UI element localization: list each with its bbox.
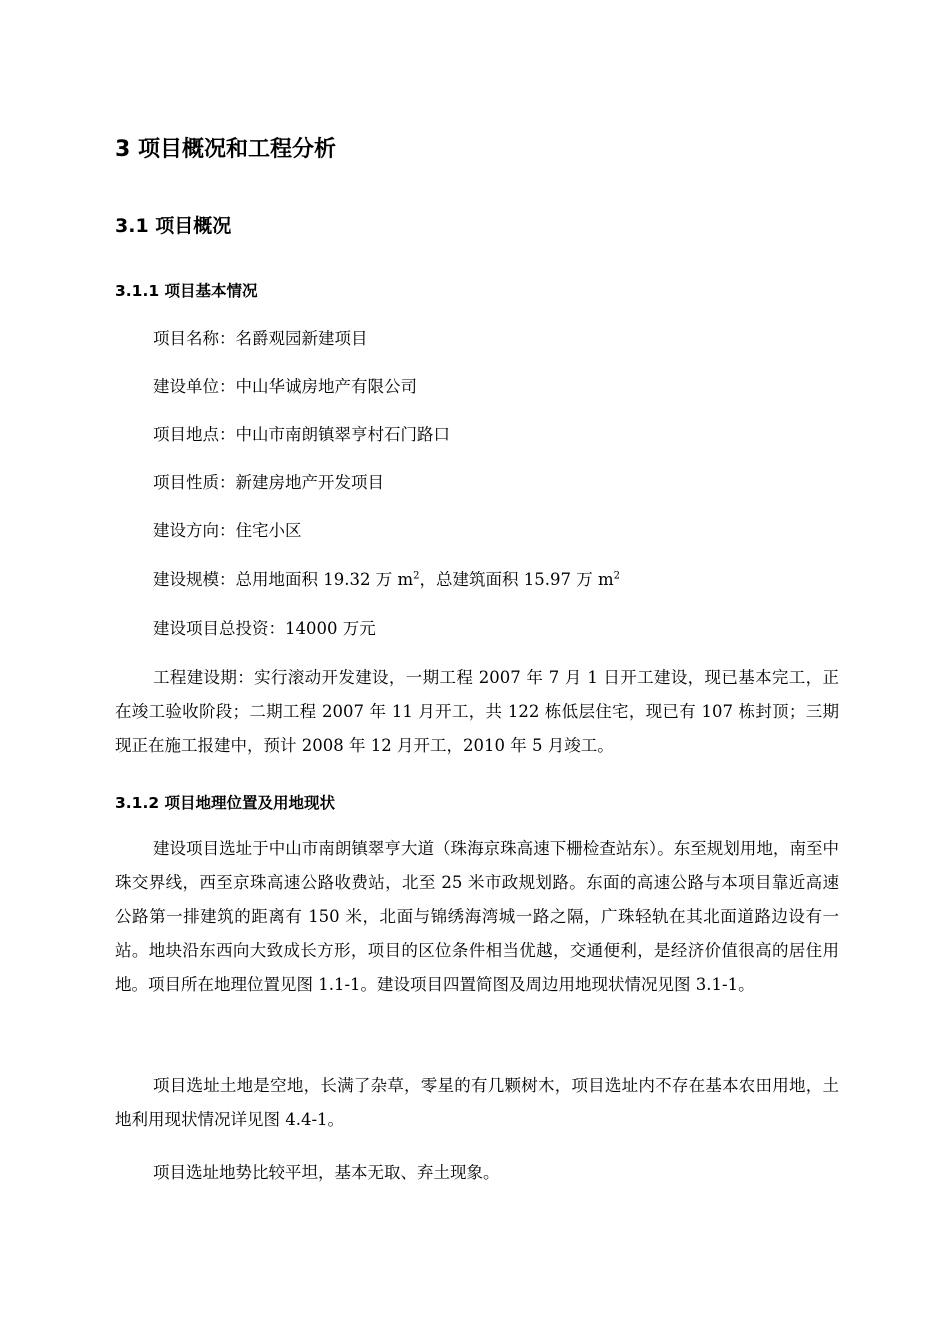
field-label: 建设项目总投资： [153, 619, 285, 638]
field-label: 项目地点： [153, 425, 236, 444]
field-value: 住宅小区 [235, 521, 302, 540]
field-value: 14000 万元 [285, 619, 376, 638]
scale-text-part2: ，总建筑面积 15.97 万 m [419, 570, 614, 589]
scale-text-part1: 总用地面积 19.32 万 m [235, 570, 414, 589]
superscript-2: 2 [613, 570, 620, 582]
field-construction-scale [153, 566, 620, 594]
land-status-paragraph: 项目选址土地是空地，长满了杂草，零星的有几颗树木，项目选址内不存在基本农田用地，土地利用现状情况详见图 4.4-1。 [115, 1076, 839, 1129]
field-value: 中山市南朗镇翠亨村石门路口 [235, 425, 450, 444]
superscript-2: 2 [413, 570, 420, 582]
field-label: 项目性质： [153, 473, 236, 492]
chapter-heading: 3 项目概况和工程分析 [115, 137, 336, 162]
section-heading-3-1: 3.1 项目概况 [115, 215, 232, 237]
field-total-investment [153, 615, 376, 643]
field-project-name [153, 325, 368, 353]
field-project-nature [153, 469, 384, 497]
field-construction-direction [153, 517, 302, 545]
field-label: 建设单位： [153, 377, 236, 396]
schedule-paragraph: 工程建设期：实行滚动开发建设，一期工程 2007 年 7 月 1 日开工建设，现已基本完工，正在竣工验收阶段；二期工程 2007 年 11 月开工，共 122 栋低层住宅，现已有 107 栋封顶；三期现正在施工报建中，预计 2008 年 12 月开工，2010 年 5 月竣工。 [115, 668, 839, 755]
terrain-paragraph: 项目选址地势比较平坦，基本无取、弃土现象。 [153, 1163, 500, 1182]
field-value: 新建房地产开发项目 [235, 473, 384, 492]
subsection-heading-3-1-2: 3.1.2 项目地理位置及用地现状 [115, 794, 336, 812]
subsection-heading-3-1-1: 3.1.1 项目基本情况 [115, 282, 258, 300]
field-project-location [153, 421, 450, 449]
field-label: 项目名称： [153, 329, 236, 348]
field-value: 名爵观园新建项目 [235, 329, 368, 348]
field-label: 建设方向： [153, 521, 236, 540]
field-value: 中山华诚房地产有限公司 [235, 377, 417, 396]
location-paragraph: 建设项目选址于中山市南朗镇翠亨大道（珠海京珠高速下栅检查站东）。东至规划用地，南至中珠交界线，西至京珠高速公路收费站，北至 25 米市政规划路。东面的高速公路与本项目靠近高速公路第一排建筑的距离有 150 米，北面与锦绣海湾城一路之隔，广珠轻轨在其北面道路边设有一站。地块沿东西向大致成长方形，项目的区位条件相当优越，交通便利，是经济价值很高的居住用地。项目所在地理位置见图 1.1-1。建设项目四置简图及周边用地现状情况见图 3.1-1。 [115, 839, 839, 994]
field-construction-unit [153, 373, 417, 401]
field-label: 建设规模： [153, 570, 236, 589]
